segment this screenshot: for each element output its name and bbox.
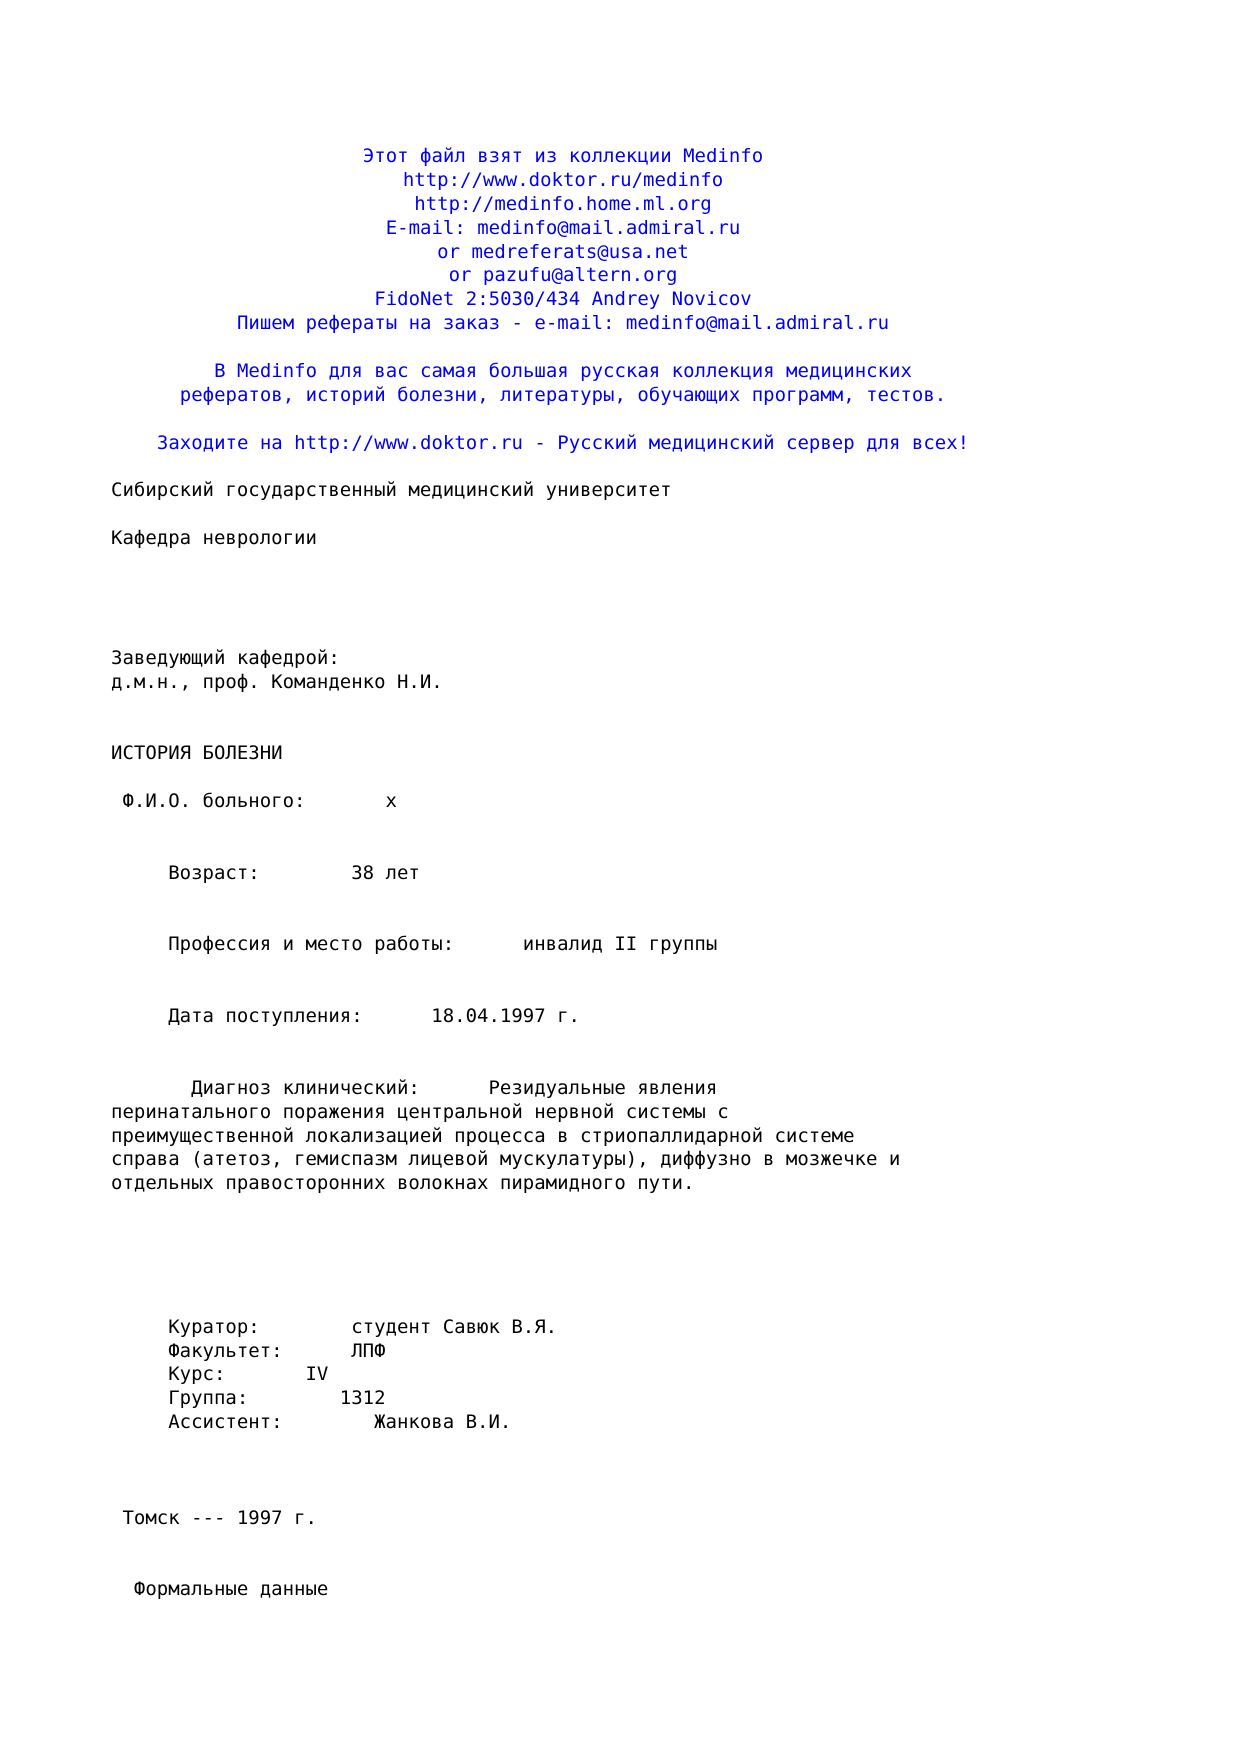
document-line — [111, 1555, 1171, 1579]
document-line — [111, 957, 1171, 981]
document-line: Томск --- 1997 г. — [111, 1506, 317, 1529]
document-line: Диагноз клинический: Резидуальные явления — [111, 1076, 718, 1099]
document-line — [111, 766, 1171, 790]
document-line: В Medinfo для вас самая большая русская коллекция медицинских — [214, 360, 912, 383]
document-line — [111, 456, 1171, 480]
document-line: справа (атетоз, гемиспазм лицевой мускулатуры), диффузно в мозжечке и — [111, 1148, 901, 1171]
document-line: Сибирский государственный медицинский университет — [111, 479, 672, 502]
document-line: or pazufu@altern.org — [448, 264, 678, 287]
document-line — [111, 838, 1171, 862]
document-line: преимущественной локализацией процесса в стриопаллидарной системе — [111, 1124, 855, 1147]
document-line — [111, 981, 1171, 1005]
document-line — [111, 718, 1171, 742]
document-line — [111, 1220, 1171, 1244]
document-line — [111, 694, 1171, 718]
document-line — [111, 1196, 1171, 1220]
document-line: E-mail: medinfo@mail.admiral.ru — [385, 216, 741, 239]
document-line: Курс: IV — [111, 1363, 329, 1386]
document-line — [111, 1053, 1171, 1077]
document-line — [111, 1483, 1171, 1507]
document-line — [111, 503, 1171, 527]
document-line: перинатального поражения центральной нервной системы с — [111, 1100, 729, 1123]
document-line: Факультет: ЛПФ — [111, 1339, 386, 1362]
document-line — [111, 623, 1171, 647]
document-line: Ф.И.О. больного: х — [111, 790, 397, 813]
document-line — [111, 1268, 1171, 1292]
document-line: рефератов, историй болезни, литературы, обучающих программ, тестов. — [179, 383, 947, 406]
document-line — [111, 575, 1171, 599]
document-text-block — [111, 145, 1171, 1602]
document-line — [111, 1531, 1171, 1555]
document-line: отдельных правосторонних волокнах пирамидного пути. — [111, 1172, 695, 1195]
document-line — [111, 910, 1171, 934]
document-line — [111, 408, 1015, 432]
document-line — [111, 599, 1171, 623]
document-line: д.м.н., проф. Команденко Н.И. — [111, 670, 443, 693]
document-line: http://medinfo.home.ml.org — [414, 192, 712, 215]
document-line — [111, 1459, 1171, 1483]
document-line — [111, 551, 1171, 575]
document-line — [111, 1435, 1171, 1459]
document-line: ИСТОРИЯ БОЛЕЗНИ — [111, 742, 283, 765]
document-line: Этот файл взят из коллекции Medinfo — [362, 145, 764, 167]
document-line: Кафедра неврологии — [111, 527, 317, 550]
document-line — [111, 886, 1171, 910]
document-line — [111, 814, 1171, 838]
document-line: Профессия и место работы: инвалид II группы — [111, 933, 718, 956]
document-line: http://www.doktor.ru/medinfo — [402, 168, 724, 191]
document-line — [111, 336, 1015, 360]
document-line: Заведующий кафедрой: — [111, 646, 340, 669]
document-line — [111, 1292, 1171, 1316]
document-line: Группа: 1312 — [111, 1387, 386, 1410]
document-line: FidoNet 2:5030/434 Andrey Novicov — [374, 288, 752, 311]
document-line: Заходите на http://www.doktor.ru - Русский медицинский сервер для всех! — [156, 431, 970, 454]
document-line: Формальные данные — [111, 1578, 329, 1601]
document-line: Возраст: 38 лет — [111, 861, 420, 884]
document-line: or medreferats@usa.net — [437, 240, 689, 263]
document-line: Пишем рефераты на заказ - e-mail: medinfo@mail.admiral.ru — [236, 312, 890, 335]
document-line: Дата поступления: 18.04.1997 г. — [111, 1005, 580, 1028]
document-line — [111, 1244, 1171, 1268]
document-line: Ассистент: Жанкова В.И. — [111, 1411, 512, 1434]
document-line — [111, 1029, 1171, 1053]
document-line: Куратор: студент Савюк В.Я. — [111, 1315, 558, 1338]
